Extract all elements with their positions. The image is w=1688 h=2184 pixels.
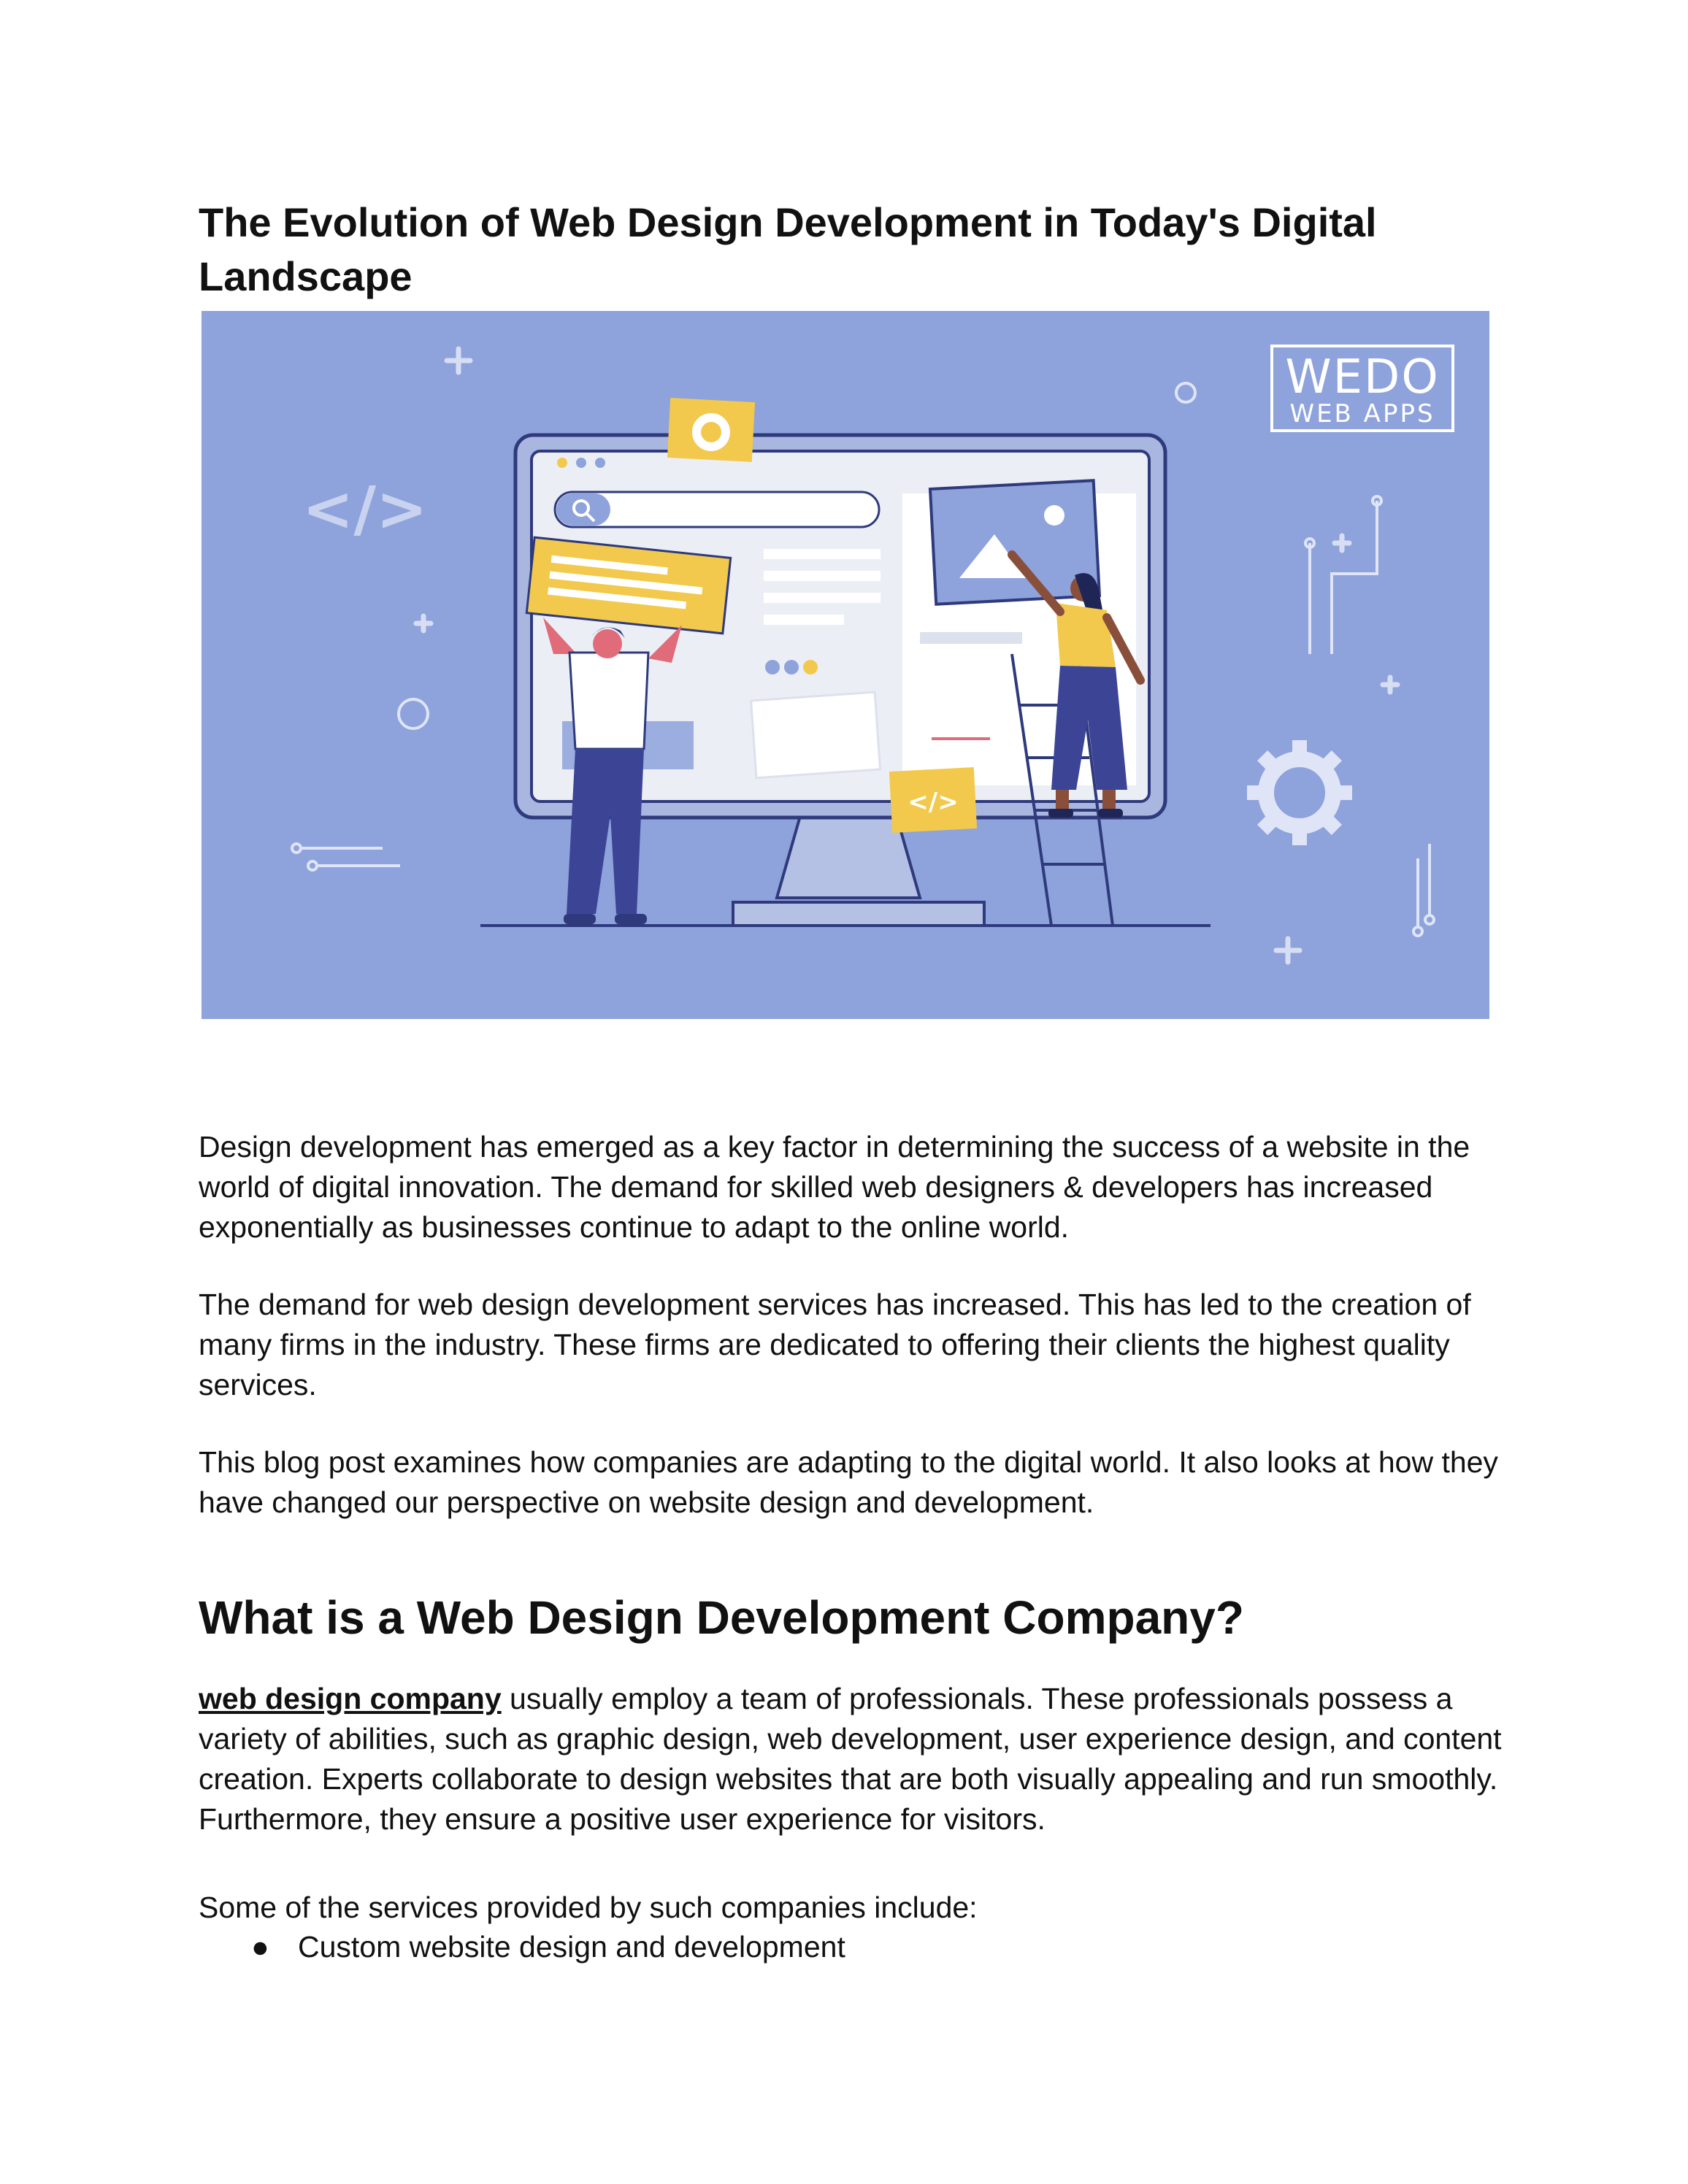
section-paragraph <box>199 1679 1513 1839</box>
svg-text:WEB APPS: WEB APPS <box>1289 399 1435 428</box>
bullet-icon: ● <box>251 1930 269 1964</box>
code-icon: </> <box>302 473 428 545</box>
section-paragraph-text: usually employ a team of professionals. These professionals possess a variety of abilities, such as graphic design, web development, user experience design, and content creation. Experts collaborate to design websites that are both visually appealing and run smoothly. Furthermore, they ensure a positive user experience for visitors. <box>199 1682 1502 1836</box>
hero-illustration <box>202 311 1489 1019</box>
section-heading: What is a Web Design Development Company? <box>199 1591 1244 1644</box>
article-title: The Evolution of Web Design Development in Today's Digital Landscape <box>199 199 1377 299</box>
intro-paragraph-1: Design development has emerged as a key factor in determining the success of a website in the world of digital innovation. The demand for skilled web designers & developers has increased exponentially as businesses continue to adapt to the online world. <box>199 1130 1470 1244</box>
intro-paragraph-2: The demand for web design development services has increased. This has led to the creation of many firms in the industry. These firms are dedicated to offering their clients the highest quality services. <box>199 1288 1471 1401</box>
services-list <box>199 1927 1513 1967</box>
intro-paragraph-3: This blog post examines how companies are adapting to the digital world. It also looks at how they have changed our perspective on website design and development. <box>199 1445 1498 1519</box>
svg-text:WEDO: WEDO <box>1285 350 1440 404</box>
list-item-text: Custom website design and development <box>298 1930 845 1964</box>
svg-text:</>: </> <box>908 788 959 817</box>
web-design-company-link[interactable]: web design company <box>199 1682 502 1715</box>
services-intro: Some of the services provided by such companies include: <box>199 1891 978 1924</box>
wedo-logo <box>1272 346 1453 431</box>
list-item <box>199 1927 1513 1967</box>
